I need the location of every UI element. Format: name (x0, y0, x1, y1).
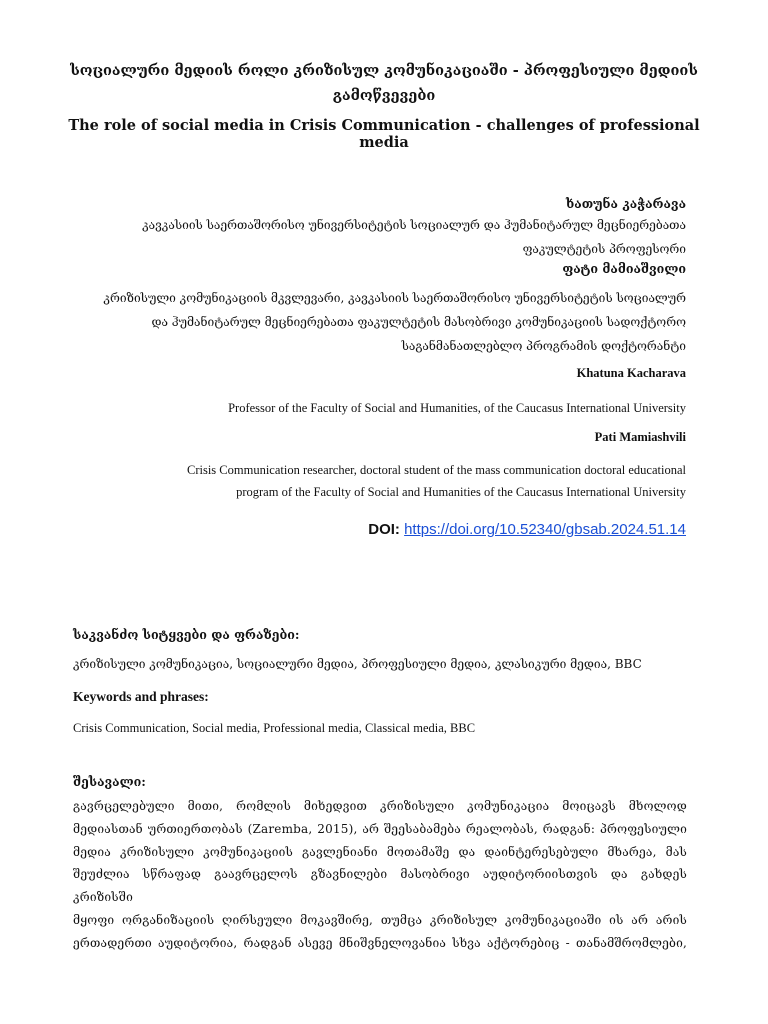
doi-label: DOI: (368, 521, 400, 538)
intro-line: მედია კრიზისული კომუნიკაციის გავლენიანი მოთამაშე და დაინტერესებული მხარეა, მას (73, 844, 687, 859)
affiliation-line: საგანმანათლებლო პროგრამის დოქტორანტი (401, 339, 686, 353)
title-georgian-line2: გამოწვევები (332, 87, 436, 104)
keywords-heading-en: Keywords and phrases: (73, 689, 209, 704)
doi (368, 521, 686, 538)
title-english: The role of social media in Crisis Communication - challenges of professional media (68, 117, 700, 151)
intro-line: ერთადერთი აუდიტორია, რადგან ასევე მნიშვნელოვანია სხვა აქტორებიც - თანამშრომლები, (73, 935, 687, 950)
title-georgian-line1: სოციალური მედიის როლი კრიზისულ კომუნიკაციაში - პროფესიული მედიის (70, 62, 698, 79)
title-georgian (60, 58, 708, 108)
affiliation-line: კრიზისული კომუნიკაციის მკვლევარი, კავკასიის საერთაშორისო უნივერსიტეტის სოციალურ (103, 291, 686, 305)
author-name-en-1: Khatuna Kacharava (576, 366, 686, 380)
affiliation-line: ფაკულტეტის პროფესორი (522, 242, 686, 256)
intro-line: შეუძლია სწრაფად გაავრცელოს გზავნილები მასობრივი აუდიტორიისთვის და გახდეს კრიზისში (73, 867, 687, 905)
affiliation-line: და ჰუმანიტარულ მეცნიერებათა ფაკულტეტის მასობრივი კომუნიკაციის სადოქტორო (151, 315, 686, 329)
author-name-en-2: Pati Mamiashvili (594, 430, 686, 444)
author-affiliation-ka-2 (46, 286, 686, 358)
keywords-text-en: Crisis Communication, Social media, Professional media, Classical media, BBC (73, 721, 476, 735)
intro-body (73, 795, 687, 955)
intro-line: მედიასთან ურთიერთობას (Zaremba, 2015), არ შეესაბამება რეალობას, რადგან: პროფესიული (73, 821, 687, 836)
affiliation-line: Professor of the Faculty of Social and Humanities, of the Caucasus International University (228, 401, 686, 415)
keywords-heading-ka: საკვანძო სიტყვები და ფრაზები: (73, 627, 300, 642)
author-affiliation-ka-1 (46, 213, 686, 261)
author-name-ka-1: ხათუნა კაჭარავა (565, 196, 686, 211)
intro-line: გავრცელებული მითი, რომლის მიხედვით კრიზისული კომუნიკაცია მოიცავს მხოლოდ (73, 799, 687, 813)
author-name-ka-2: ფატი მამიაშვილი (562, 261, 686, 276)
intro-line: მყოფი ორგანიზაციის ღირსეული მოკავშირე, თუმცა კრიზისულ კომუნიკაციაში ის არ არის (73, 912, 687, 927)
author-affiliation-en-1 (46, 397, 686, 419)
affiliation-line: კავკასიის საერთაშორისო უნივერსიტეტის სოციალურ და ჰუმანიტარულ მეცნიერებათა (142, 218, 686, 232)
keywords-text-ka: კრიზისული კომუნიკაცია, სოციალური მედია, პროფესიული მედია, კლასიკური მედია, BBC (73, 657, 642, 671)
affiliation-line: Crisis Communication researcher, doctoral student of the mass communication doctoral educational (186, 463, 686, 477)
doi-link[interactable]: https://doi.org/10.52340/gbsab.2024.51.14 (404, 521, 686, 538)
author-affiliation-en-2 (46, 459, 686, 503)
intro-heading: შესავალი: (73, 774, 146, 789)
affiliation-line: program of the Faculty of Social and Humanities of the Caucasus International University (236, 485, 686, 499)
